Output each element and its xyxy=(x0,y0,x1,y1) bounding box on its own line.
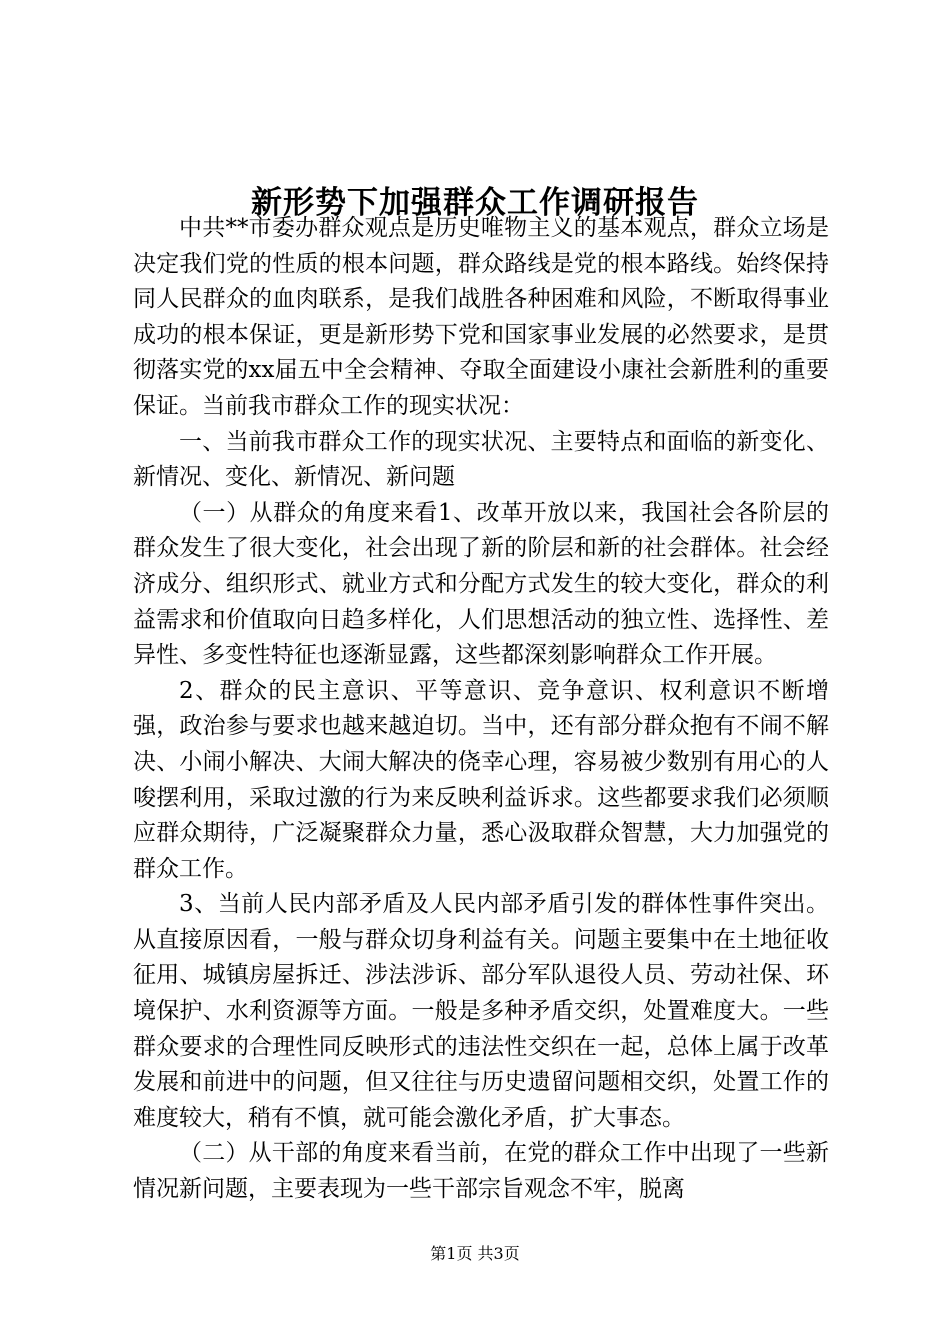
paragraph-section-heading: 一、当前我市群众工作的现实状况、主要特点和面临的新变化、新情况、变化、新情况、新问题 xyxy=(133,428,829,491)
page-number: 第1页 共3页 xyxy=(430,1244,520,1263)
document-body xyxy=(133,211,829,1208)
paragraph-masses-perspective: （一）从群众的角度来看1、改革开放以来，我国社会各阶层的群众发生了很大变化，社会出现了新的阶层和新的社会群体。社会经济成分、组织形式、就业方式和分配方式发生的较大变化，群众的利益需求和价值取向日趋多样化，人们思想活动的独立性、选择性、差异性、多变性特征也逐渐显露，这些都深刻影响群众工作开展。 xyxy=(133,499,829,669)
paragraph-cadres-perspective: （二）从干部的角度来看当前，在党的群众工作中出现了一些新情况新问题，主要表现为一些干部宗旨观念不牢，脱离 xyxy=(133,1140,829,1203)
document-title: 新形势下加强群众工作调研报告 xyxy=(251,184,699,221)
paragraph-point-3: 3、当前人民内部矛盾及人民内部矛盾引发的群体性事件突出。从直接原因看，一般与群众切身利益有关。问题主要集中在土地征收征用、城镇房屋拆迁、涉法涉诉、部分军队退役人员、劳动社保、环境保护、水利资源等方面。一般是多种矛盾交织，处置难度大。一些群众要求的合理性同反映形式的违法性交织在一起，总体上属于改革发展和前进中的问题，但又往往与历史遗留问题相交织，处置工作的难度较大，稍有不慎，就可能会激化矛盾，扩大事态。 xyxy=(133,891,829,1131)
paragraph-point-2: 2、群众的民主意识、平等意识、竞争意识、权利意识不断增强，政治参与要求也越来越迫切。当中，还有部分群众抱有不闹不解决、小闹小解决、大闹大解决的侥幸心理，容易被少数别有用心的人唆摆利用，采取过激的行为来反映利益诉求。这些都要求我们必须顺应群众期待，广泛凝聚群众力量，悉心汲取群众智慧，大力加强党的群众工作。 xyxy=(133,677,829,882)
paragraph-intro: 中共**市委办群众观点是历史唯物主义的基本观点，群众立场是决定我们党的性质的根本问题，群众路线是党的根本路线。始终保持同人民群众的血肉联系，是我们战胜各种困难和风险，不断取得事业成功的根本保证，更是新形势下党和国家事业发展的必然要求，是贯彻落实党的xx届五中全会精神、夺取全面建设小康社会新胜利的重要保证。当前我市群众工作的现实状况： xyxy=(133,215,829,419)
